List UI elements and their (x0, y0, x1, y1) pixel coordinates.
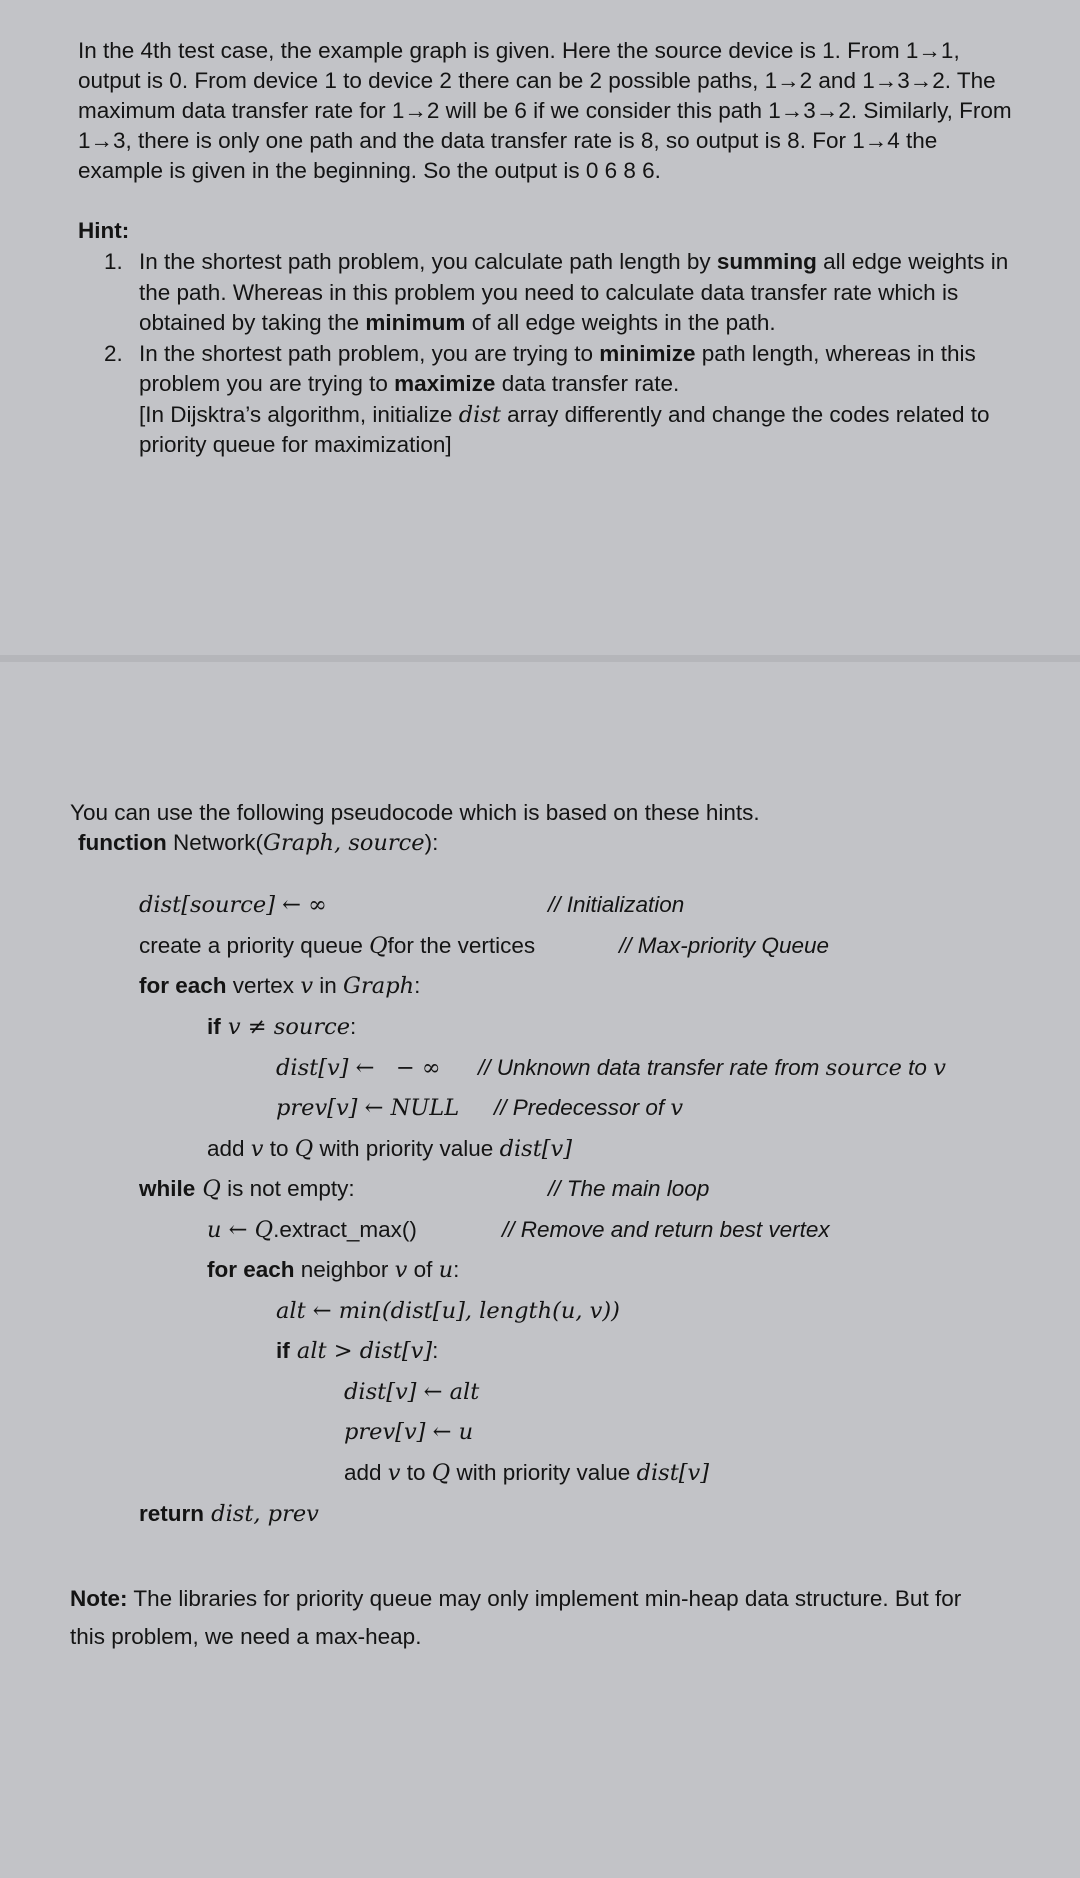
code-prev-u: prev[v] ← u (344, 1419, 474, 1445)
code-add-to-queue: add v to Q with priority value dist[v] (207, 1136, 573, 1162)
code-dist-neg-inf: dist[v] ← − ∞ (276, 1055, 441, 1081)
comment-unknown-rate: // Unknown data transfer rate from source to v (478, 1055, 946, 1081)
code-if-alt: if alt > dist[v]: (276, 1338, 439, 1364)
code-alt: alt ← min(dist[u], length(u, v)) (276, 1298, 620, 1324)
code-if-not-source: if v ≠ source: (207, 1014, 357, 1040)
code-create-queue: create a priority queue Qfor the vertices (139, 933, 536, 959)
comment-init: // Initialization (548, 892, 685, 917)
hint-title: Hint: (78, 218, 130, 243)
pseudocode-intro: You can use the following pseudocode which is based on these hints. (70, 800, 760, 825)
code-return: return dist, prev (139, 1501, 319, 1527)
intro-paragraph: In the 4th test case, the example graph is given. Here the source device is 1. From 1→1, output is 0. From device 1 to device 2 there can be 2 possible paths, 1→2 and 1→3→2. The maximum data transfer rate for 1→2 will be 6 if we consider this path 1→3→2. Similarly, From 1→3, there is only one path and the data transfer rate is 8, so output is 8. For 1→4 the example is given in the beginning. So the output is 0 6 8 6. (78, 38, 1012, 183)
code-init: dist[source] ← ∞ (139, 892, 327, 918)
comment-max-queue: // Max-priority Queue (619, 933, 830, 958)
hint-list (78, 247, 1038, 461)
code-for-each-neighbor: for each neighbor v of u: (207, 1257, 460, 1283)
comment-predecessor: // Predecessor of v (494, 1095, 684, 1121)
code-prev-null: prev[v] ← NULL (276, 1095, 460, 1121)
code-dist-alt: dist[v] ← alt (344, 1379, 480, 1405)
hint-item-1: 1. In the shortest path problem, you calculate path length by summing all edge weights in the path. Whereas in this problem you need to calculate data transfer rate which is obtained by taking the minimum of all edge weights in the path. (104, 249, 1009, 335)
comment-main-loop: // The main loop (548, 1176, 710, 1201)
code-for-each-vertex: for each vertex v in Graph: (139, 973, 421, 999)
code-add-to-queue-2: add v to Q with priority value dist[v] (344, 1460, 710, 1486)
code-extract-max: u ← Q.extract_max() (207, 1217, 417, 1243)
function-signature: function Network(Graph, source): (78, 830, 439, 856)
note-paragraph: Note: The libraries for priority queue may only implement min-heap data structure. But for this problem, we need a max-heap. (70, 1586, 962, 1649)
hint-item-2: 2. In the shortest path problem, you are trying to minimize path length, whereas in this problem you are trying to maximize data transfer rate. [In Dijsktra’s algorithm, initialize dist array differently and change the codes related to priority queue for maximization] (104, 340, 990, 457)
comment-remove-best: // Remove and return best vertex (502, 1217, 830, 1242)
section-divider (0, 655, 1080, 662)
code-while-loop: while Q is not empty: (139, 1176, 355, 1202)
